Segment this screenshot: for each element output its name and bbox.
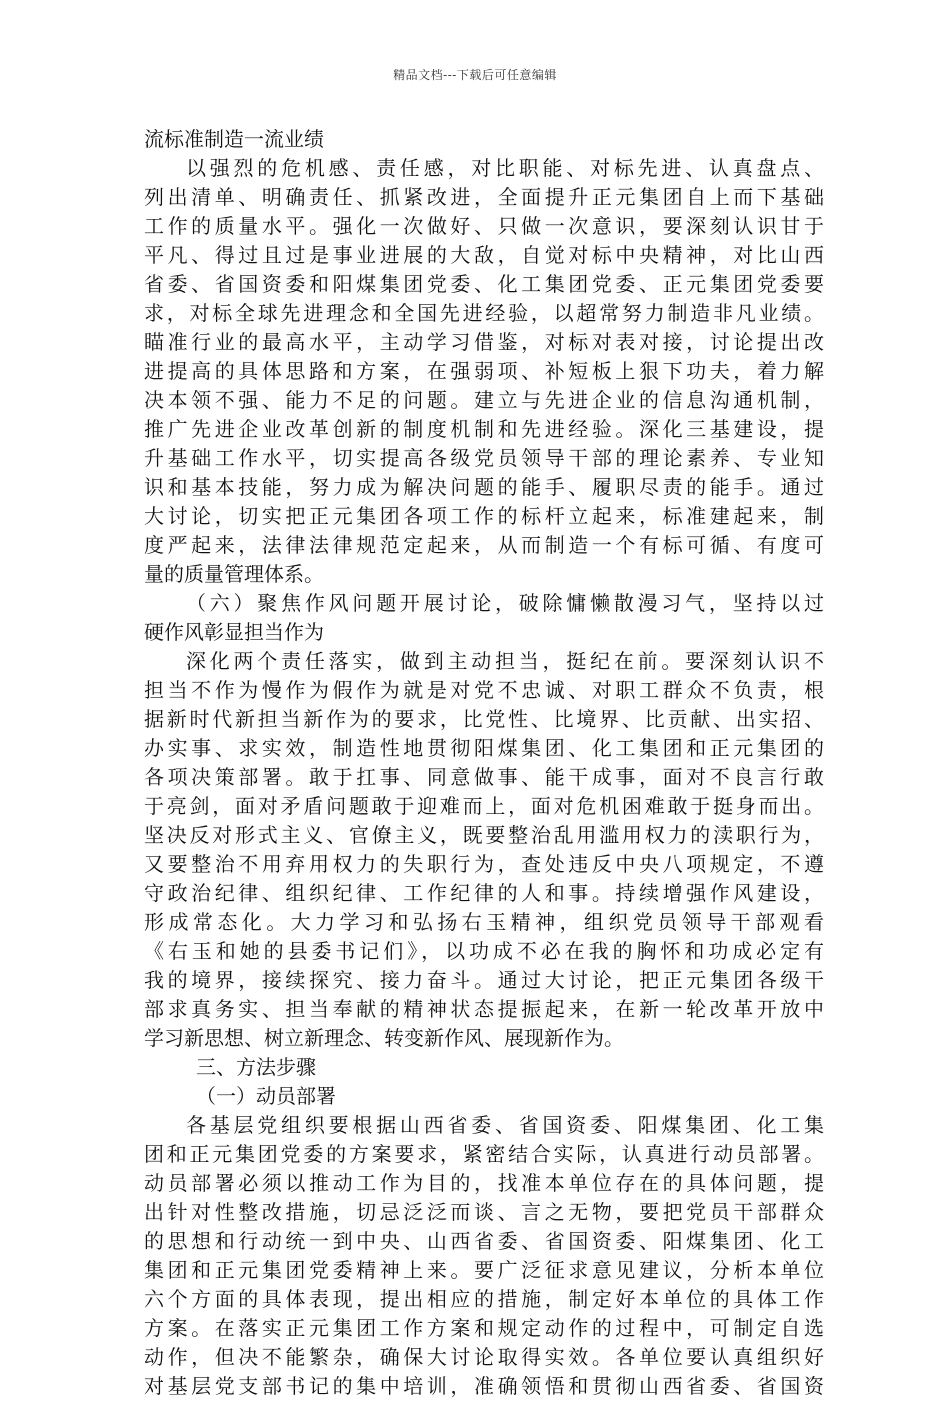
text-line: 平凡、得过且过是事业进展的大敌，自觉对标中央精神，对比山西 <box>144 243 824 267</box>
text-line: 集团和正元集团党委精神上来。要广泛征求意见建议，分析本单位 <box>144 1258 824 1282</box>
text-line: 各基层党组织要根据山西省委、省国资委、阳煤集团、化工集 <box>186 1113 824 1137</box>
text-line: 对基层党支部书记的集中培训，准确领悟和贯彻山西省委、省国资 <box>144 1374 824 1398</box>
text-line: 决本领不强、能力不足的问题。建立与先进企业的信息沟通机制， <box>144 388 824 412</box>
text-line: 坚决反对形式主义、官僚主义，既要整治乱用滥用权力的渎职行为， <box>144 823 824 847</box>
section-heading: 硬作风彰显担当作为 <box>144 620 324 644</box>
text-line: 进提高的具体思路和方案，在强弱项、补短板上狠下功夫，着力解 <box>144 359 824 383</box>
text-line: 瞄准行业的最高水平，主动学习借鉴，对标对表对接，讨论提出改 <box>144 330 824 354</box>
text-line: 于亮剑，面对矛盾问题敢于迎难而上，面对危机困难敢于挺身而出。 <box>144 794 824 818</box>
text-line: 升基础工作水平，切实提高各级党员领导干部的理论素养、专业知 <box>144 446 824 470</box>
text-line: 的思想和行动统一到中央、山西省委、省国资委、阳煤集团、化工 <box>144 1229 824 1253</box>
document-body <box>144 125 824 1401</box>
text-line: 深化两个责任落实，做到主动担当，挺纪在前。要深刻认识不 <box>186 649 824 673</box>
page-header: 精品文档---下载后可任意编辑 <box>393 68 557 82</box>
text-line: 识和基本技能，努力成为解决问题的能手、履职尽责的能手。通过 <box>144 475 824 499</box>
text-line: 推广先进企业改革创新的制度机制和先进经验。深化三基建设，提 <box>144 417 824 441</box>
text-line: 工作的质量水平。强化一次做好、只做一次意识，要深刻认识甘于 <box>144 214 824 238</box>
text-line: 担当不作为慢作为假作为就是对党不忠诚、对职工群众不负责，根 <box>144 678 824 702</box>
text-line: 办实事、求实效，制造性地贯彻阳煤集团、化工集团和正元集团的 <box>144 736 824 760</box>
text-line: 出针对性整改措施，切忌泛泛而谈、言之无物，要把党员干部群众 <box>144 1200 824 1224</box>
text-line: 我的境界，接续探究、接力奋斗。通过大讨论，把正元集团各级干 <box>144 968 824 992</box>
text-line: 守政治纪律、组织纪律、工作纪律的人和事。持续增强作风建设， <box>144 881 824 905</box>
text-line: 省委、省国资委和阳煤集团党委、化工集团党委、正元集团党委要 <box>144 272 824 296</box>
text-line: 部求真务实、担当奉献的精神状态提振起来，在新一轮改革开放中 <box>144 997 824 1021</box>
text-line: 以强烈的危机感、责任感，对比职能、对标先进、认真盘点、 <box>186 156 824 180</box>
text-line: 团和正元集团党委的方案要求，紧密结合实际，认真进行动员部署。 <box>144 1142 824 1166</box>
section-heading: 三、方法步骤 <box>196 1055 316 1079</box>
text-line: 大讨论，切实把正元集团各项工作的标杆立起来，标准建起来，制 <box>144 504 824 528</box>
section-heading: （六）聚焦作风问题开展讨论，破除慵懒散漫习气，坚持以过 <box>186 591 824 615</box>
text-line: 列出清单、明确责任、抓紧改进，全面提升正元集团自上而下基础 <box>144 185 824 209</box>
text-line: 动员部署必须以推动工作为目的，找准本单位存在的具体问题，提 <box>144 1171 824 1195</box>
text-line: 又要整治不用弃用权力的失职行为，查处违反中央八项规定，不遵 <box>144 852 824 876</box>
text-line: 六个方面的具体表现，提出相应的措施，制定好本单位的具体工作 <box>144 1287 824 1311</box>
text-line: 流标准制造一流业绩 <box>144 127 324 151</box>
text-line: 求，对标全球先进理念和全国先进经验，以超常努力制造非凡业绩。 <box>144 301 824 325</box>
text-line: 据新时代新担当新作为的要求，比党性、比境界、比贡献、出实招、 <box>144 707 824 731</box>
text-line: 各项决策部署。敢于扛事、同意做事、能干成事，面对不良言行敢 <box>144 765 824 789</box>
text-line: 量的质量管理体系。 <box>144 562 324 586</box>
text-line: 度严起来，法律法律规范定起来，从而制造一个有标可循、有度可 <box>144 533 824 557</box>
text-line: 形成常态化。大力学习和弘扬右玉精神，组织党员领导干部观看 <box>144 910 824 934</box>
subsection-heading: （一）动员部署 <box>196 1084 336 1108</box>
text-line: 《右玉和她的县委书记们》，以功成不必在我的胸怀和功成必定有 <box>144 939 824 963</box>
text-line: 方案。在落实正元集团工作方案和规定动作的过程中，可制定自选 <box>144 1316 824 1340</box>
text-line: 动作，但决不能繁杂，确保大讨论取得实效。各单位要认真组织好 <box>144 1345 824 1369</box>
text-line: 学习新思想、树立新理念、转变新作风、展现新作为。 <box>144 1026 624 1050</box>
